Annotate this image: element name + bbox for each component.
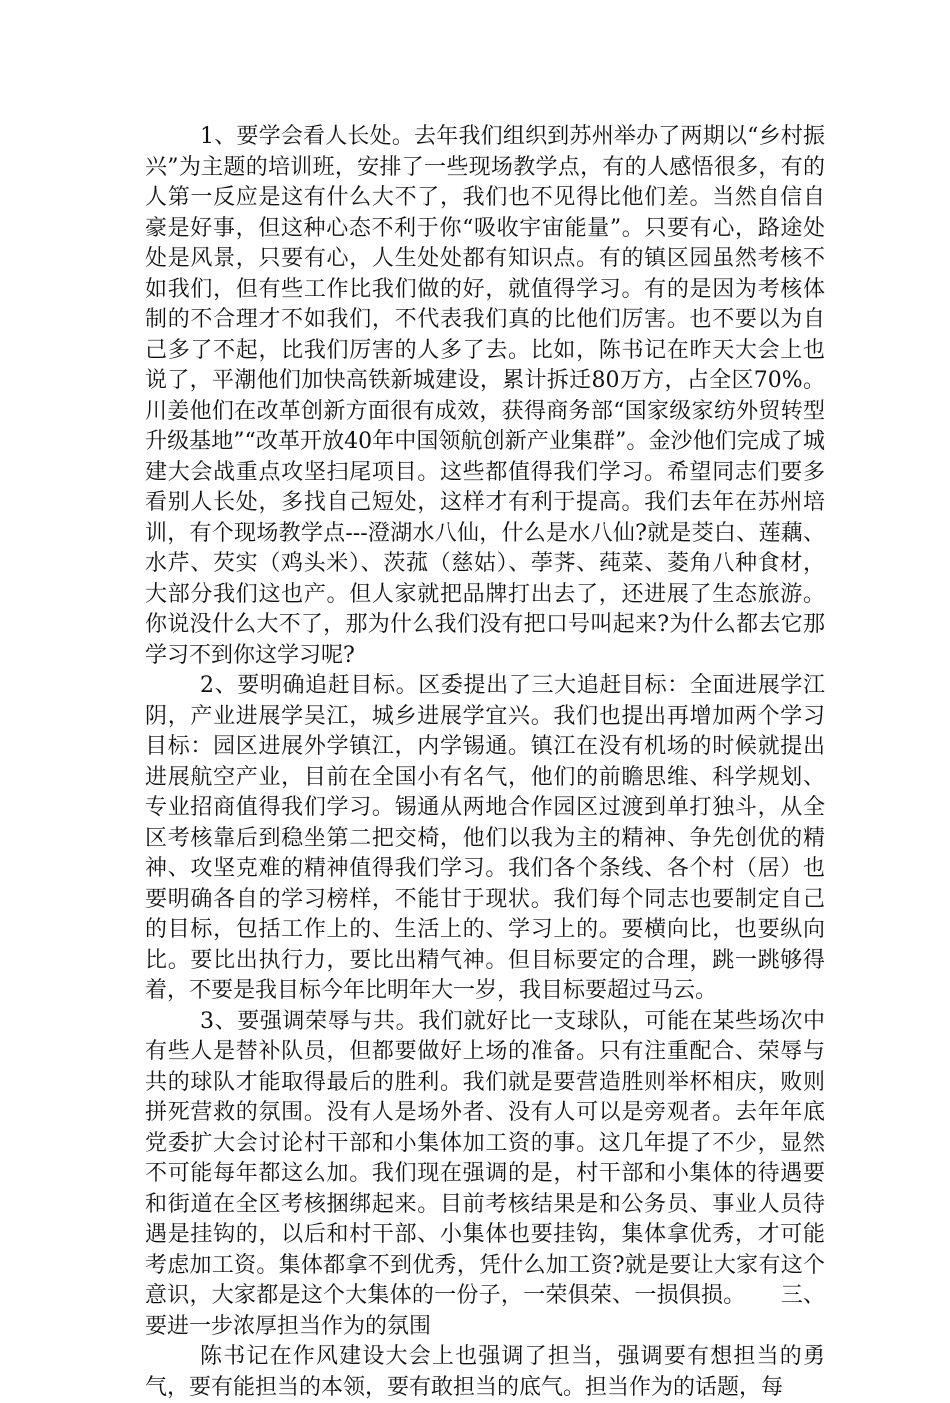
section-heading: 三、要进一步浓厚担当作为的氛围	[145, 1283, 825, 1339]
paragraph-1: 1、要学会看人长处。去年我们组织到苏州举办了两期以“乡村振兴”为主题的培训班，安排了一些现场教学点，有的人感悟很多，有的人第一反应是这有什么大不了，我们也不见得比他们差。当然自信自豪是好事，但这种心态不利于你“吸收宇宙能量”。只要有心，路途处处是风景，只要有心，人生处处都有知识点。有的镇区园虽然考核不如我们，但有些工作比我们做的好，就值得学习。有的是因为考核体制的不合理才不如我们，不代表我们真的比他们厉害。也不要以为自己多了不起，比我们厉害的人多了去。比如，陈书记在昨天大会上也说了，平潮他们加快高铁新城建设，累计拆迁80万方，占全区70%。川姜他们在改革创新方面很有成效，获得商务部“国家级家纺外贸转型升级基地”“改革开放40年中国领航创新产业集群”。金沙他们完成了城建大会战重点攻坚扫尾项目。这些都值得我们学习。希望同志们要多看别人长处，多找自己短处，这样才有利于提高。我们去年在苏州培训，有个现场教学点---澄湖水八仙，什么是水八仙?就是茭白、莲藕、水芹、芡实（鸡头米）、茨菰（慈姑）、荸荠、莼菜、菱角八种食材，大部分我们这也产。但人家就把品牌打出去了，还进展了生态旅游。你说没什么大不了，那为什么我们没有把口号叫起来?为什么都去它那学习不到你这学习呢?	[145, 124, 825, 668]
paragraph-4: 陈书记在作风建设大会上也强调了担当，强调要有想担当的勇气，要有能担当的本领，要有敢担当的底气。担当作为的话题，每	[145, 1344, 825, 1400]
paragraph-3	[145, 1007, 825, 1343]
paragraph-3-text: 3、要强调荣辱与共。我们就好比一支球队，可能在某些场次中有些人是替补队员，但都要做好上场的准备。只有注重配合、荣辱与共的球队才能取得最后的胜利。我们就是要营造胜则举杯相庆，败则拼死营救的氛围。没有人是场外者、没有人可以是旁观者。去年年底党委扩大会讨论村干部和小集体加工资的事。这几年提了不少，显然不可能每年都这么加。我们现在强调的是，村干部和小集体的待遇要和街道在全区考核捆绑起来。目前考核结果是和公务员、事业人员待遇是挂钩的，以后和村干部、小集体也要挂钩，集体拿优秀，才可能考虑加工资。集体都拿不到优秀，凭什么加工资?就是要让大家有这个意识，大家都是这个大集体的一份子，一荣俱荣、一损俱损。	[145, 1008, 825, 1308]
paragraph-2: 2、要明确追赶目标。区委提出了三大追赶目标：全面进展学江阴，产业进展学吴江，城乡进展学宜兴。我们也提出再增加两个学习目标：园区进展外学镇江，内学锡通。镇江在没有机场的时候就提出进展航空产业，目前在全国小有名气，他们的前瞻思维、科学规划、专业招商值得我们学习。锡通从两地合作园区过渡到单打独斗，从全区考核靠后到稳坐第二把交椅，他们以我为主的精神、争先创优的精神、攻坚克难的精神值得我们学习。我们各个条线、各个村（居）也要明确各自的学习榜样，不能甘于现状。我们每个同志也要制定自己的目标，包括工作上的、生活上的、学习上的。要横向比，也要纵向比。要比出执行力，要比出精气神。但目标要定的合理，跳一跳够得着，不要是我目标今年比明年大一岁，我目标要超过马云。	[145, 673, 825, 1003]
document-body	[145, 122, 825, 1403]
